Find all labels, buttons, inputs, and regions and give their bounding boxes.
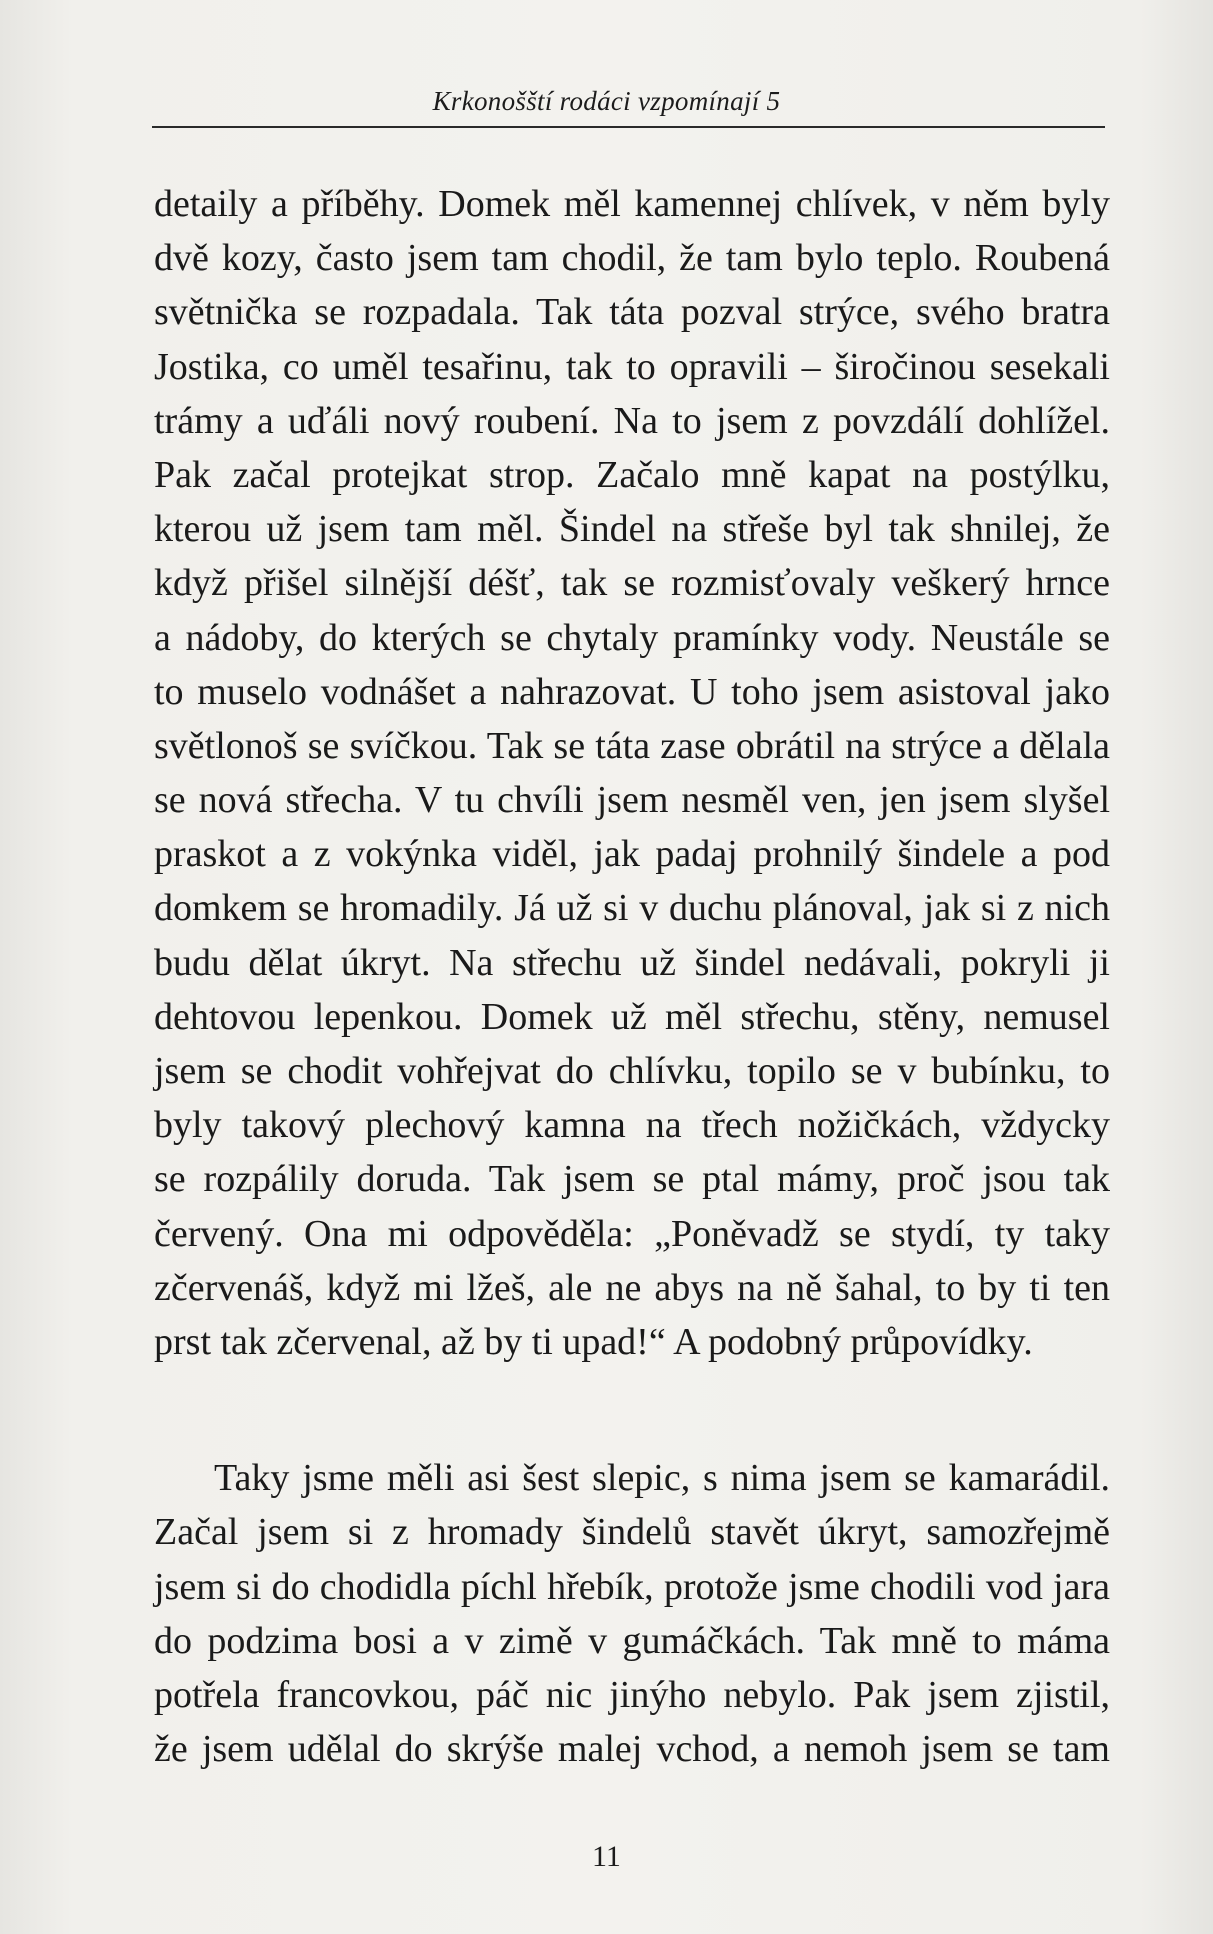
text-line: když přišel silnější déšť, tak se rozmisťovaly veškerý hrnce — [154, 562, 1110, 605]
text-line: trámy a uďáli nový roubení. Na to jsem z povzdálí dohlížel. — [154, 399, 1110, 442]
text-line: jsem se chodit vohřejvat do chlívku, topilo se v bubínku, to — [154, 1050, 1110, 1092]
text-line: byly takový plechový kamna na třech nožičkách, vždycky — [154, 1104, 1110, 1147]
text-line: potřela francovkou, páč nic jinýho nebylo. Pak jsem zjistil, — [154, 1673, 1110, 1716]
paragraph-gap — [154, 1369, 1110, 1451]
text-line: praskot a z vokýnka viděl, jak padaj prohnilý šindele a pod — [154, 833, 1110, 876]
text-line: kterou už jsem tam měl. Šindel na střeše byl tak shnilej, že — [154, 508, 1110, 551]
text-line: dvě kozy, často jsem tam chodil, že tam bylo teplo. Roubená — [154, 237, 1110, 280]
text-line: Taky jsme měli asi šest slepic, s nima jsem se kamarádil. — [214, 1457, 1110, 1500]
text-line: prst tak zčervenal, až by ti upad!“ A podobný průpovídky. — [154, 1320, 1033, 1363]
text-line: jsem si do chodidla píchl hřebík, protože jsme chodili vod jara — [154, 1565, 1110, 1608]
text-line: budu dělat úkryt. Na střechu už šindel nedávali, pokryli ji — [154, 941, 1110, 984]
text-line: se nová střecha. V tu chvíli jsem nesměl ven, jen jsem slyšel — [154, 779, 1110, 822]
body-text — [154, 177, 1110, 1776]
paragraph-1 — [154, 177, 1110, 1369]
text-line: dehtovou lepenkou. Domek už měl střechu, stěny, nemusel — [154, 995, 1110, 1038]
text-line: červený. Ona mi odpověděla: „Poněvadž se stydí, ty taky — [154, 1212, 1110, 1255]
running-head: Krkonošští rodáci vzpomínají 5 — [432, 86, 781, 116]
text-line: to muselo vodnášet a nahrazovat. U toho jsem asistoval jako — [154, 670, 1110, 713]
text-line: světnička se rozpadala. Tak táta pozval strýce, svého bratra — [154, 291, 1110, 334]
text-line: že jsem udělal do skrýše malej vchod, a nemoh jsem se tam — [154, 1728, 1110, 1771]
text-line: a nádoby, do kterých se chytaly pramínky vody. Neustále se — [154, 616, 1110, 659]
text-line: zčervenáš, když mi lžeš, ale ne abys na ně šahal, to by ti ten — [154, 1266, 1110, 1309]
text-line: Začal jsem si z hromady šindelů stavět úkryt, samozřejmě — [154, 1511, 1110, 1554]
text-line: detaily a příběhy. Domek měl kamennej chlívek, v něm byly — [154, 183, 1110, 225]
text-line: světlonoš se svíčkou. Tak se táta zase obrátil na strýce a dělala — [154, 724, 1110, 767]
paragraph-2 — [154, 1451, 1110, 1776]
text-line: se rozpálily doruda. Tak jsem se ptal mámy, proč jsou tak — [154, 1158, 1110, 1201]
text-line: domkem se hromadily. Já už si v duchu plánoval, jak si z nich — [154, 887, 1110, 930]
text-line: Jostika, co uměl tesařinu, tak to opravili – širočinou sesekali — [154, 345, 1110, 388]
header-rule — [152, 126, 1105, 128]
page-number: 11 — [592, 1840, 621, 1873]
text-line: do podzima bosi a v zimě v gumáčkách. Tak mně to máma — [154, 1619, 1110, 1662]
text-line: Pak začal protejkat strop. Začalo mně kapat na postýlku, — [154, 453, 1110, 496]
